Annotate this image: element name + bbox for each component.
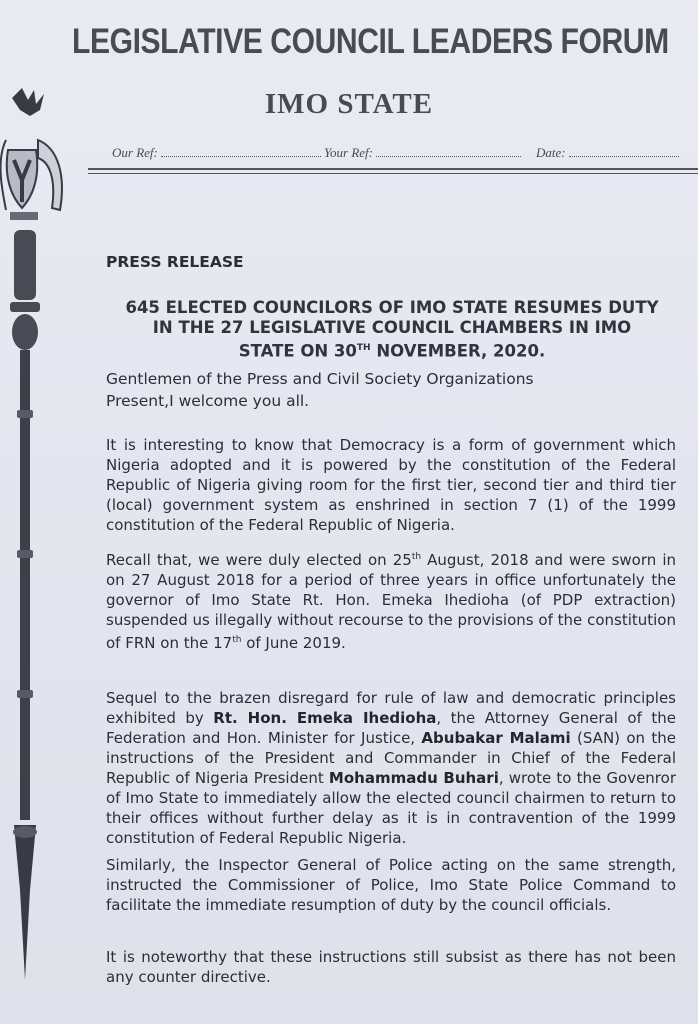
headline-line-3	[106, 338, 678, 362]
greeting	[106, 368, 676, 412]
your-ref-label: Your Ref:	[324, 145, 373, 160]
paragraph-police: Similarly, the Inspector General of Police acting on the same strength, instructed the Commissioner of Police, Imo State Police Command to facilitate the immediate resumption of duty by the council officials.	[106, 856, 676, 914]
p3-text-a: Sequel to the brazen disregard for rule of law and democratic principles exhibited by	[106, 689, 676, 727]
headline-date-sup: TH	[356, 343, 371, 353]
date-ref	[536, 144, 679, 161]
p3-bold-malami: Abubakar Malami	[421, 729, 571, 747]
p2-sup-2: th	[232, 635, 242, 645]
your-ref	[324, 144, 521, 161]
reference-line	[112, 144, 682, 168]
p2-sup-1: th	[411, 552, 422, 562]
our-ref-label: Our Ref:	[112, 145, 158, 160]
headline-date-pre: STATE ON 30	[238, 341, 357, 361]
headline-line-2: IN THE 27 LEGISLATIVE COUNCIL CHAMBERS IN IMO	[152, 318, 632, 337]
p3-text-d: (SAN) on the instructions of the President and Commander in Chief of the Federal Republic of Nigeria President	[106, 729, 676, 787]
p2-text-b: August, 2018 and were sworn in on 27 August 2018 for a period of three years in office unfortunately the governor of Imo State Rt. Hon. Emeka Ihedioha (of PDP extraction) suspended us illegally without recourse to the provisions of the constitution of FRN on the 17	[106, 551, 676, 652]
paragraph-sequel	[106, 688, 676, 848]
p3-bold-buhari: Mohammadu Buhari	[328, 769, 499, 787]
headline	[106, 298, 678, 362]
p3-text-e: , wrote to the Govenror of Imo State to immediately allow the elected council chairmen to return to their offices without further delay as it is in contravention of the 1999 constitution of Federal Republic Nigeria.	[106, 769, 676, 847]
p3-text-c: , the Attorney General of the Federation and Hon. Minister for Justice,	[106, 709, 676, 747]
letterhead-subtitle: IMO STATE	[264, 88, 434, 120]
header-rule-thin	[88, 173, 698, 174]
our-ref	[112, 144, 321, 161]
greeting-line-1: Gentlemen of the Press and Civil Society Organizations	[106, 370, 534, 388]
mace-emblem-icon	[0, 80, 75, 1020]
headline-date-post: NOVEMBER, 2020.	[370, 341, 546, 361]
paragraph-noteworthy: It is noteworthy that these instructions still subsist as there has not been any counter directive.	[106, 948, 676, 986]
header-rule	[88, 168, 698, 170]
p3-bold-ihedioha: Rt. Hon. Emeka Ihedioha	[213, 709, 437, 727]
date-label: Date:	[536, 145, 566, 160]
headline-line-1: 645 ELECTED COUNCILORS OF IMO STATE RESUMES DUTY	[125, 298, 659, 317]
greeting-line-2: Present,I welcome you all.	[106, 392, 310, 410]
letterhead-title: LEGISLATIVE COUNCIL LEADERS FORUM	[72, 22, 669, 61]
p2-text-a: Recall that, we were duly elected on 25	[106, 551, 412, 569]
paragraph-democracy: It is interesting to know that Democracy is a form of government which Nigeria adopted and it is powered by the constitution of the Federal Republic of Nigeria giving room for the first tier, second tier and third tier (local) government system as enshrined in section 7 (1) of the 1999 constitution of the Federal Republic of Nigeria.	[106, 436, 676, 534]
paragraph-recall	[106, 547, 676, 653]
press-release-label: PRESS RELEASE	[106, 253, 244, 271]
p2-text-c: of June 2019.	[241, 634, 346, 652]
